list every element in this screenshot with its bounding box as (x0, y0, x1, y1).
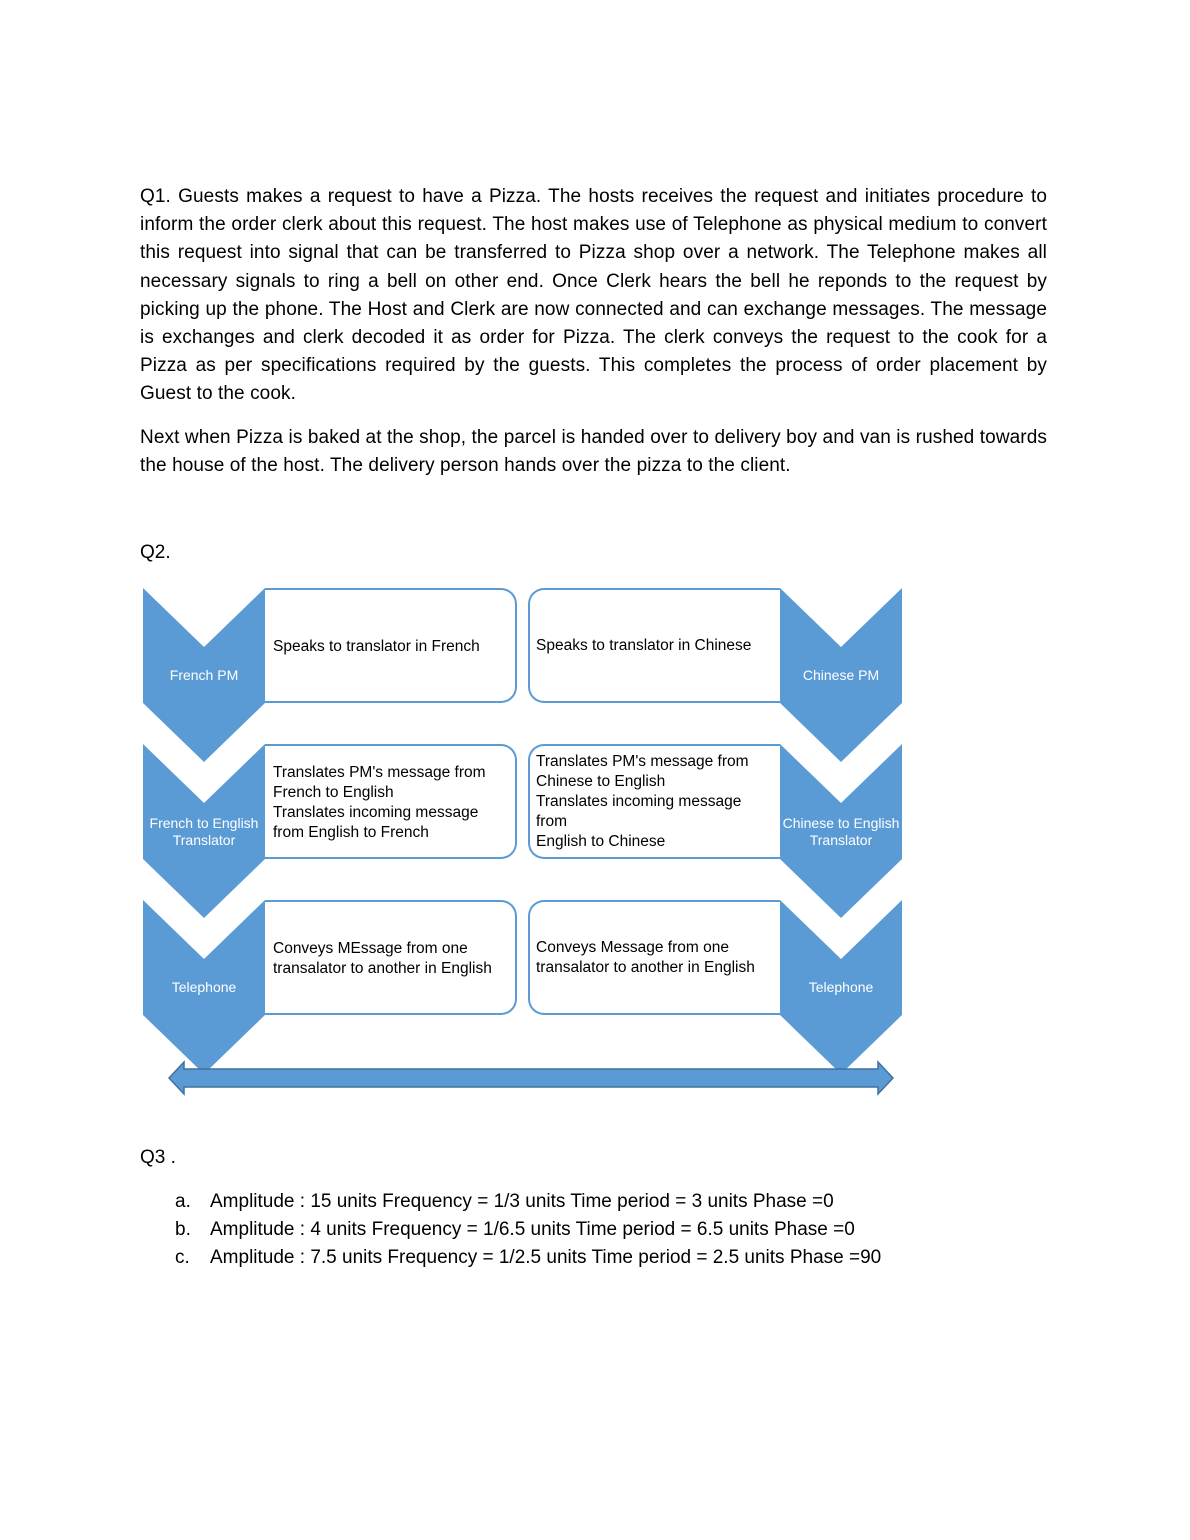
chevron-label-chinese-pm: Chinese PM (802, 667, 880, 683)
list-item (175, 1216, 881, 1244)
q1-paragraph-1: Q1. Guests makes a request to have a Pizza. The hosts receives the request and initiates procedure to inform the order clerk about this request. The host makes use of Telephone as physical medium to convert this request into signal that can be transferred to Pizza shop over a network. The Telephone makes all necessary signals to ring a bell on other end. Once Clerk hears the bell he reponds to the request by picking up the phone. The Host and Clerk are now connected and can exchange messages. The message is exchanges and clerk decoded it as order for Pizza. The clerk conveys the request to the cook for a Pizza as per specifications required by the guests. This completes the process of order placement by Guest to the cook. (140, 186, 1047, 405)
chevron-label-french-pm: French PM (169, 667, 239, 683)
list-item-text: Amplitude : 4 units Frequency = 1/6.5 units Time period = 6.5 units Phase =0 (210, 1219, 855, 1240)
chevron-label-chinese-translator: Chinese to English Translator (782, 815, 900, 848)
list-marker: b. (175, 1219, 191, 1240)
box-french-translator-role: Translates PM's message from French to English Translates incoming message from English to French (265, 744, 517, 859)
box-left-telephone-role: Conveys MEssage from one transalator to another in English (265, 900, 517, 1015)
q2-label: Q2. (140, 542, 171, 563)
network-double-arrow (169, 1062, 893, 1094)
box-right-telephone-role: Conveys Message from one transalator to another in English (528, 900, 780, 1015)
list-item (175, 1188, 881, 1216)
list-marker: a. (175, 1191, 191, 1212)
q3-list (175, 1188, 881, 1272)
list-marker: c. (175, 1247, 190, 1268)
box-chinese-translator-role: Translates PM's message from Chinese to English Translates incoming message from English to Chinese (528, 744, 780, 859)
chevron-label-french-translator: French to English Translator (149, 815, 259, 848)
q1-paragraph-2: Next when Pizza is baked at the shop, the parcel is handed over to delivery boy and van is rushed towards the house of the host. The delivery person hands over the pizza to the client. (140, 427, 1047, 477)
list-item-text: Amplitude : 7.5 units Frequency = 1/2.5 units Time period = 2.5 units Phase =90 (210, 1247, 882, 1268)
list-item (175, 1244, 881, 1272)
q3-label: Q3 . (140, 1147, 176, 1168)
box-chinese-pm-role: Speaks to translator in Chinese (528, 588, 780, 703)
chevron-label-left-telephone: Telephone (171, 979, 237, 995)
chevron-label-right-telephone: Telephone (808, 979, 874, 995)
box-french-pm-role: Speaks to translator in French (265, 588, 517, 703)
list-item-text: Amplitude : 15 units Frequency = 1/3 units Time period = 3 units Phase =0 (210, 1191, 834, 1212)
